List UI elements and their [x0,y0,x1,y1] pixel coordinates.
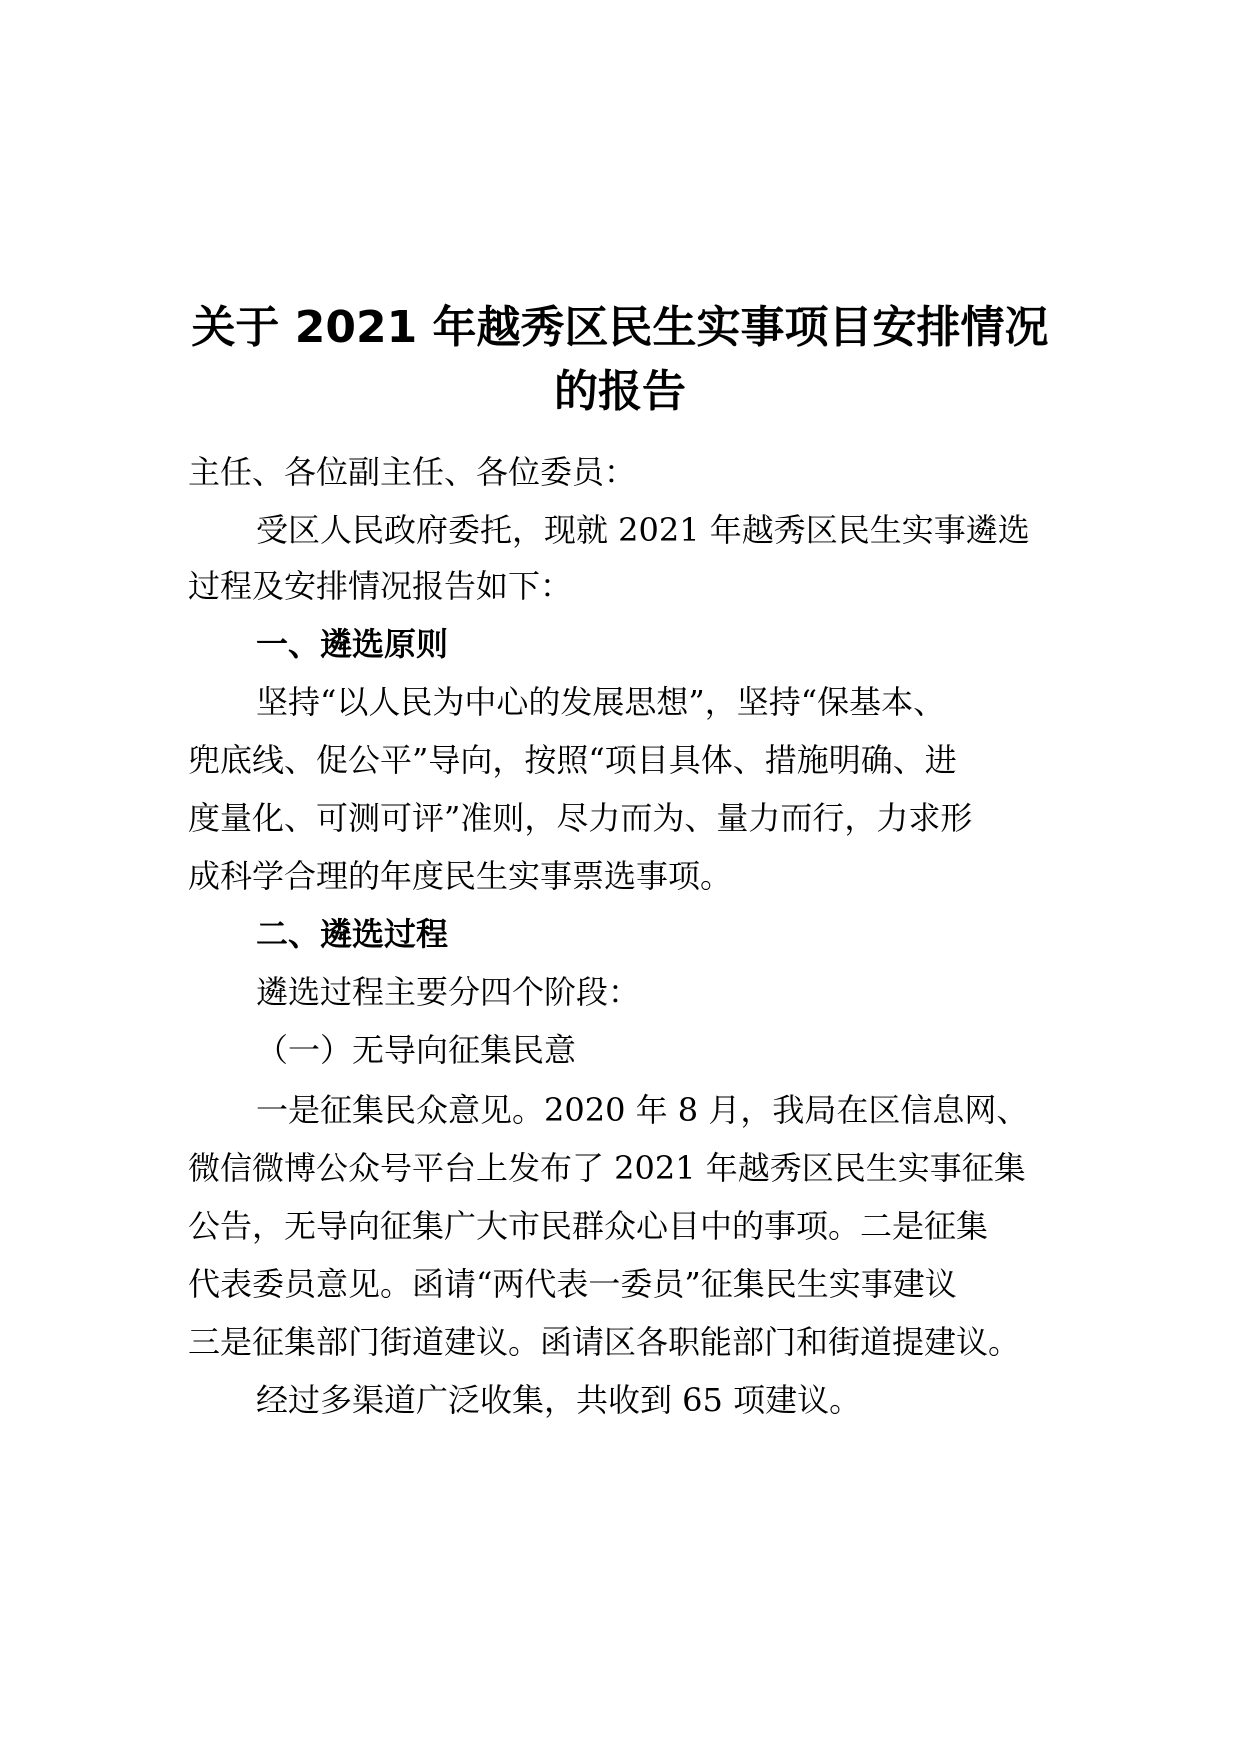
subsection-1-body-line-4: 代表委员意见。函请“两代表一委员”征集民生实事建议 [188,1265,957,1303]
subsection-1-body-line-2: 微信微博公众号平台上发布了 2021 年越秀区民生实事征集 [188,1149,1026,1187]
section-2-heading: 二、遴选过程 [256,915,449,953]
intro-line-2: 过程及安排情况报告如下： [188,567,573,605]
section-1-body-line-1: 坚持“以人民为中心的发展思想”，坚持“保基本、 [256,683,946,721]
subsection-1-body-line-5: 三是征集部门街道建议。函请区各职能部门和街道提建议。 [188,1323,1021,1361]
section-1-body-line-3: 度量化、可测可评”准则，尽力而为、量力而行，力求形 [188,799,973,837]
section-1-heading: 一、遴选原则 [256,625,449,663]
subsection-1-body-line-1: 一是征集民众意见。2020 年 8 月，我局在区信息网、 [256,1091,1029,1129]
document-title-line-2: 的报告 [554,366,686,417]
document-title-line-1: 关于 2021 年越秀区民生实事项目安排情况 [191,302,1049,353]
section-1-body-line-4: 成科学合理的年度民生实事票选事项。 [188,857,733,895]
section-2-intro: 遴选过程主要分四个阶段： [256,973,641,1011]
subsection-1-body-line-3: 公告，无导向征集广大市民群众心目中的事项。二是征集 [188,1207,989,1245]
salutation: 主任、各位副主任、各位委员： [188,453,637,491]
closing-paragraph: 经过多渠道广泛收集，共收到 65 项建议。 [256,1381,862,1419]
section-1-body-line-2: 兜底线、促公平”导向，按照“项目具体、措施明确、进 [188,741,957,779]
subsection-1-heading: （一）无导向征集民意 [256,1031,577,1069]
intro-line-1: 受区人民政府委托，现就 2021 年越秀区民生实事遴选 [256,511,1030,549]
